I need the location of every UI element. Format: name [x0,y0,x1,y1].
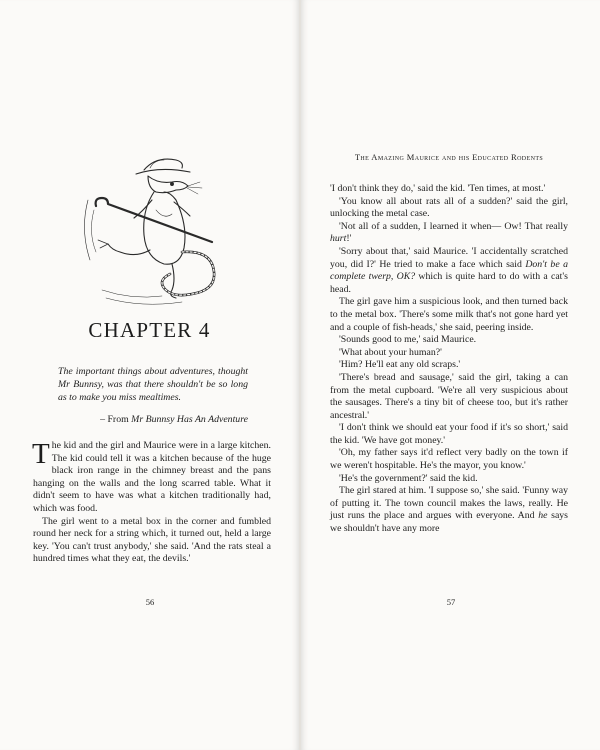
page-number-right: 57 [446,597,456,607]
paragraph: The girl gave him a suspicious look, and then turned back to the metal box. 'There's some milk that's not gone hard yet and a couple of fish-heads,' she said, peering inside. [330,296,568,333]
paragraph [330,485,568,535]
text-run: !' [346,233,352,245]
epigraph-source [40,414,248,425]
chapter-title: CHAPTER 4 [88,318,211,342]
paragraph [330,246,568,296]
paragraph [33,440,271,516]
epigraph-source-prefix: – From [100,414,132,425]
epigraph-book-title: Mr Bunnsy Has An Adventure [131,414,248,425]
running-head: The Amazing Maurice and his Educated Rodents [354,152,544,162]
text-run: says we shouldn't have any more [330,510,568,535]
text-run: 'Sorry about that,' said Maurice. 'I accidentally scratched you, did I?' He tried to make a face which said [330,245,568,270]
paragraph-text: he kid and the girl and Maurice were in a large kitchen. The kid could tell it was a kitchen because of the huge black iron range in the chimney breast and the pans hanging on the walls and the long scarred table. What it didn't seem to have was what a kitchen traditionally had, which was food. [33,440,271,514]
paragraph: The girl went to a metal box in the corner and fumbled round her neck for a string which, it turned out, held a large key. 'You can't trust anybody,' she said. 'And the rats steal a hundred times what they eat, the devils.' [33,515,271,565]
text-run: 'Not all of a sudden, I learned it when— Ow! That really [339,220,568,232]
left-body-text [33,440,271,566]
paragraph: 'You know all about rats all of a sudden?' said the girl, unlocking the metal case. [330,195,568,220]
rat-with-cane-illustration [72,140,222,315]
text-run: which is quite hard to do with a cat's head. [330,271,568,295]
paragraph: 'What about your human?' [339,346,442,358]
paragraph: 'Oh, my father says it'd reflect very badly on the town if we weren't hospitable. He's the mayor, you know.' [330,447,568,472]
paragraph: 'He's the government?' said the kid. [339,472,478,484]
left-page [0,0,299,750]
emphasis: hurt [330,233,347,245]
paragraph: 'Sounds good to me,' said Maurice. [339,334,477,346]
emphasis: he [538,510,548,522]
paragraph: 'Him? He'll eat any old scraps.' [339,359,461,371]
emphasis: Don't be a complete twerp, OK? [330,258,568,283]
text-run: The girl stared at him. 'I suppose so,' she said. 'Funny way of putting it. The town council makes the laws, really. He just runs the place and argues with everyone. And [330,485,568,522]
paragraph: 'There's bread and sausage,' said the girl, taking a can from the metal cupboard. 'We're all very suspicious about the sausages. There's a tiny bit of cheese too, but it's rather ancestral.' [330,371,568,421]
page-number-left: 56 [145,597,155,607]
right-body-text [330,183,568,536]
paragraph [330,221,568,246]
epigraph: The important things about adventures, thought Mr Bunnsy, was that there shouldn't be so long as to make you miss mealtimes. [58,366,248,403]
paragraph: 'I don't think we should eat your food if it's so short,' said the kid. 'We have got money.' [330,422,568,446]
drop-cap: T [32,438,50,470]
paragraph: 'I don't think they do,' said the kid. 'Ten times, at most.' [330,183,546,194]
